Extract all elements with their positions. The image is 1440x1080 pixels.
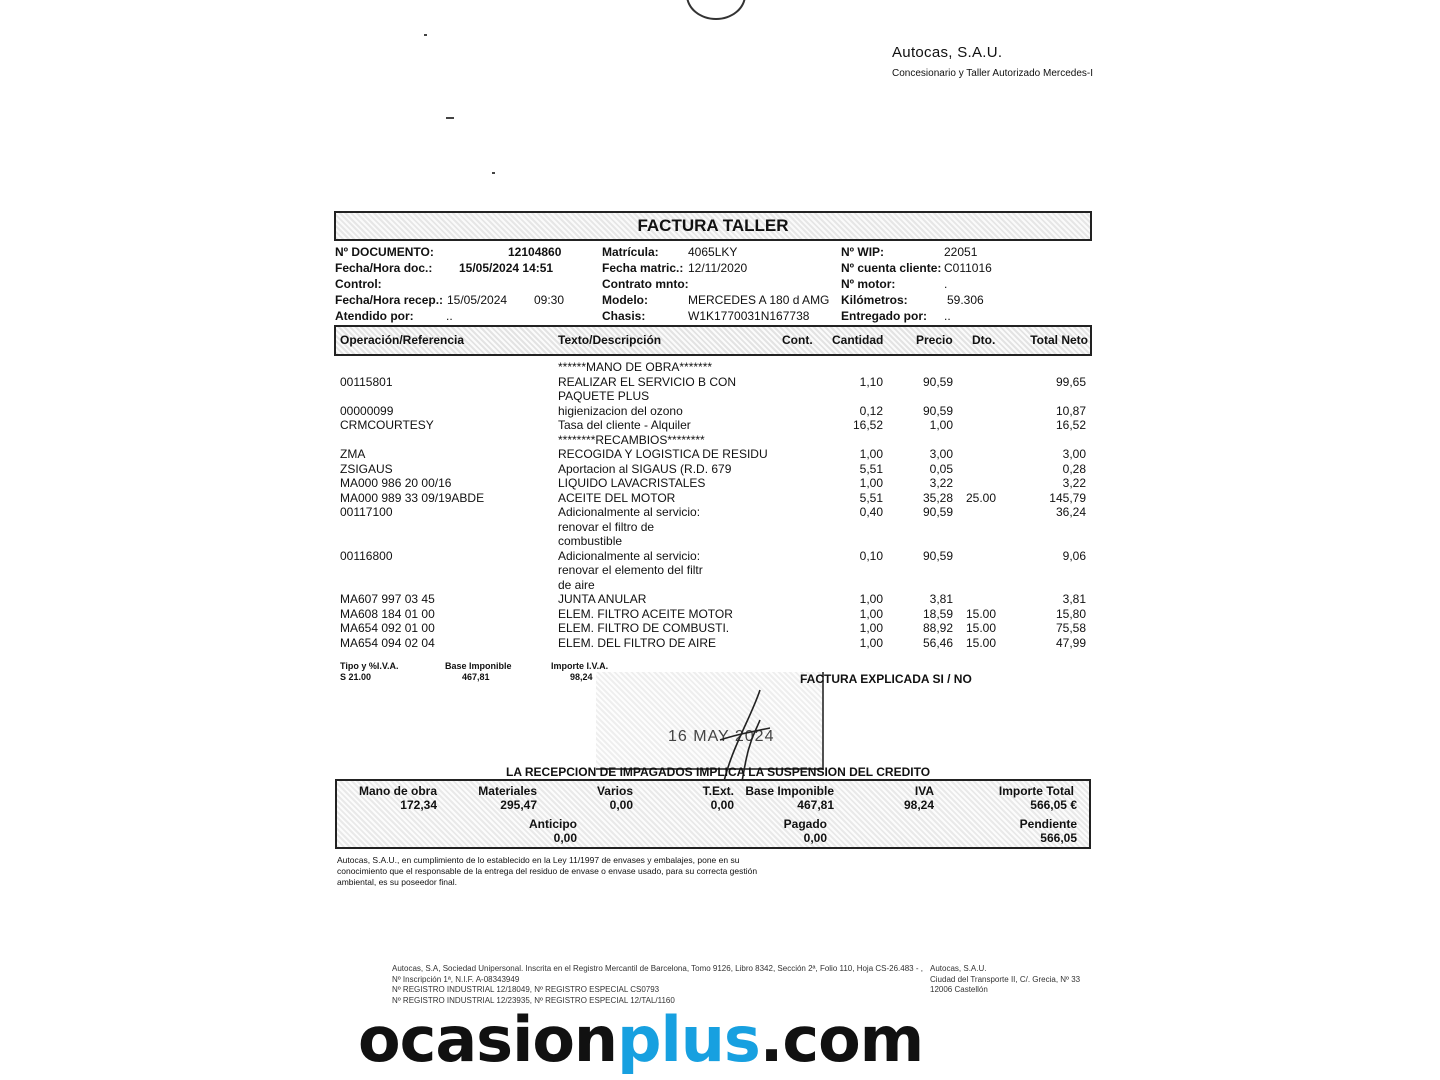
col-total: Total Neto bbox=[1030, 333, 1088, 347]
row-desc: Aportacion al SIGAUS (R.D. 679 bbox=[558, 461, 732, 476]
row-precio: 90,59 bbox=[922, 403, 953, 418]
matricula-value: 4065LKY bbox=[688, 245, 738, 259]
row-cantidad: 5,51 bbox=[859, 490, 883, 505]
row-ref: MA000 989 33 09/19ABDE bbox=[340, 490, 485, 505]
fecha-recep-time: 09:30 bbox=[534, 293, 565, 307]
row-total: 3,81 bbox=[1062, 592, 1086, 606]
row-precio: 0,05 bbox=[929, 461, 953, 476]
fecha-recep-date: 15/05/2024 bbox=[447, 293, 508, 307]
fecha-doc-label: Fecha/Hora doc.: bbox=[335, 261, 433, 275]
col-dto: Dto. bbox=[972, 333, 996, 347]
contrato-label: Contrato mnto: bbox=[602, 277, 689, 291]
credit-notice: LA RECEPCION DE IMPAGADOS IMPLICA LA SUSPENSION DEL CREDITO bbox=[506, 765, 931, 779]
mano-value: 172,34 bbox=[400, 798, 437, 812]
row-cantidad: 1,00 bbox=[859, 606, 883, 621]
row-ref: 00000099 bbox=[340, 403, 394, 418]
fecha-matric-label: Fecha matric.: bbox=[602, 261, 684, 275]
row-ref: ZSIGAUS bbox=[340, 461, 393, 476]
row-cantidad: 0,10 bbox=[859, 548, 883, 563]
watermark-part2: plus bbox=[617, 1003, 760, 1076]
row-desc: JUNTA ANULAR bbox=[558, 592, 647, 606]
pagado-label: Pagado bbox=[783, 817, 827, 831]
row-desc: Adicionalmente al servicio: renovar el elemento del filtr de aire bbox=[558, 548, 703, 592]
tax-tipo-label: Tipo y %I.V.A. bbox=[340, 661, 399, 671]
importe-total-label: Importe Total bbox=[998, 784, 1074, 798]
row-cantidad: 1,00 bbox=[859, 592, 883, 606]
row-desc: Adicionalmente al servicio: renovar el filtro de combustible bbox=[558, 505, 701, 548]
col-texto: Texto/Descripción bbox=[558, 333, 662, 347]
row-total: 145,79 bbox=[1049, 490, 1086, 505]
km-value: 59.306 bbox=[947, 293, 984, 307]
row-desc: Tasa del cliente - Alquiler bbox=[558, 418, 691, 432]
pendiente-label: Pendiente bbox=[1019, 817, 1077, 831]
fecha-doc-value: 15/05/2024 14:51 bbox=[459, 261, 554, 275]
iva-value: 98,24 bbox=[903, 798, 934, 812]
anticipo-label: Anticipo bbox=[529, 817, 577, 831]
control-label: Control: bbox=[335, 277, 382, 291]
row-ref: MA000 986 20 00/16 bbox=[340, 476, 452, 490]
row-total: 75,58 bbox=[1055, 621, 1086, 635]
company-name: Autocas, S.A.U. bbox=[892, 44, 1003, 61]
row-total: 15,80 bbox=[1055, 606, 1086, 621]
row-precio: 18,59 bbox=[922, 606, 953, 621]
tax-importe-label: Importe I.V.A. bbox=[551, 661, 609, 671]
scan-speck bbox=[492, 172, 495, 174]
row-ref: CRMCOURTESY bbox=[340, 418, 434, 432]
doc-label: Nº DOCUMENTO: bbox=[335, 245, 434, 259]
row-cantidad: 0,40 bbox=[859, 505, 883, 519]
row-precio: 3,00 bbox=[929, 447, 953, 461]
row-desc: ACEITE DEL MOTOR bbox=[558, 490, 676, 505]
row-precio: 90,59 bbox=[922, 374, 953, 389]
row-cantidad: 1,10 bbox=[859, 374, 883, 389]
row-ref: 00117100 bbox=[340, 505, 393, 519]
base-value: 467,81 bbox=[797, 798, 834, 812]
entregado-value: .. bbox=[944, 309, 951, 323]
watermark-part3: .com bbox=[759, 1003, 924, 1076]
row-precio: 56,46 bbox=[922, 635, 953, 650]
row-total: 3,00 bbox=[1062, 447, 1086, 461]
col-operacion: Operación/Referencia bbox=[340, 333, 465, 347]
invoice-title-bar bbox=[334, 211, 1092, 241]
row-desc: ********RECAMBIOS******** bbox=[558, 432, 705, 447]
row-dto: 15.00 bbox=[965, 635, 996, 650]
mercedes-logo-icon bbox=[686, 0, 746, 20]
anticipo-value: 0,00 bbox=[553, 831, 577, 845]
row-precio: 88,92 bbox=[922, 621, 953, 635]
row-total: 47,99 bbox=[1055, 635, 1086, 650]
row-desc: ELEM. FILTRO ACEITE MOTOR bbox=[558, 606, 733, 621]
ocasionplus-watermark bbox=[358, 1004, 923, 1076]
atendido-value: .. bbox=[446, 309, 453, 323]
row-precio: 90,59 bbox=[922, 505, 953, 519]
watermark-part1: ocasion bbox=[358, 1003, 618, 1076]
row-cantidad: 5,51 bbox=[859, 461, 883, 476]
row-total: 10,87 bbox=[1055, 403, 1086, 418]
pendiente-value: 566,05 bbox=[1040, 831, 1077, 845]
row-ref: MA608 184 01 00 bbox=[340, 606, 435, 621]
matricula-label: Matrícula: bbox=[602, 245, 659, 259]
company-subtitle: Concesionario y Taller Autorizado Mercedes-I bbox=[892, 68, 1094, 79]
row-desc: REALIZAR EL SERVICIO B CON PAQUETE PLUS bbox=[558, 374, 737, 403]
row-precio: 35,28 bbox=[922, 490, 953, 505]
iva-label: IVA bbox=[914, 784, 934, 798]
row-ref: ZMA bbox=[340, 447, 366, 461]
fecha-matric-value: 12/11/2020 bbox=[688, 261, 748, 275]
row-precio: 90,59 bbox=[922, 548, 953, 563]
modelo-value: MERCEDES A 180 d AMG bbox=[688, 293, 830, 307]
base-label: Base Imponible bbox=[745, 784, 834, 798]
row-ref: MA654 094 02 04 bbox=[340, 635, 435, 650]
col-cont: Cont. bbox=[782, 333, 813, 347]
pagado-value: 0,00 bbox=[803, 831, 827, 845]
row-total: 99,65 bbox=[1055, 374, 1086, 389]
footer-address: Autocas, S.A.U. Ciudad del Transporte II, C/. Grecia, Nº 33 12006 Castellón bbox=[930, 964, 1081, 994]
scan-speck bbox=[424, 34, 427, 36]
row-desc: LIQUIDO LAVACRISTALES bbox=[558, 476, 706, 490]
doc-value: 12104860 bbox=[508, 245, 562, 259]
row-ref: 00116800 bbox=[340, 548, 393, 563]
row-total: 3,22 bbox=[1062, 476, 1086, 490]
varios-label: Varios bbox=[596, 784, 633, 798]
row-desc: ELEM. FILTRO DE COMBUSTI. bbox=[558, 621, 730, 635]
text-value: 0,00 bbox=[710, 798, 734, 812]
row-desc: higienizacion del ozono bbox=[558, 403, 683, 418]
cuenta-value: C011016 bbox=[944, 261, 992, 275]
materiales-label: Materiales bbox=[478, 784, 537, 798]
motor-label: Nº motor: bbox=[841, 277, 896, 291]
modelo-label: Modelo: bbox=[602, 293, 648, 307]
wip-label: Nº WIP: bbox=[841, 245, 885, 259]
mano-label: Mano de obra bbox=[358, 784, 437, 798]
stamp-date: 16 MAY 2024 bbox=[668, 728, 775, 745]
row-cantidad: 16,52 bbox=[852, 418, 883, 432]
wip-value: 22051 bbox=[944, 245, 978, 259]
row-desc: RECOGIDA Y LOGISTICA DE RESIDU bbox=[558, 447, 768, 461]
row-dto: 15.00 bbox=[965, 621, 996, 635]
atendido-label: Atendido por: bbox=[335, 309, 414, 323]
text-label: T.Ext. bbox=[702, 784, 734, 798]
row-total: 9,06 bbox=[1062, 548, 1086, 563]
row-cantidad: 1,00 bbox=[859, 447, 883, 461]
chasis-label: Chasis: bbox=[602, 309, 646, 323]
row-precio: 3,81 bbox=[929, 592, 953, 606]
row-desc: ELEM. DEL FILTRO DE AIRE bbox=[558, 635, 717, 650]
row-precio: 1,00 bbox=[929, 418, 953, 432]
tax-base-label: Base Imponible bbox=[445, 661, 512, 671]
km-label: Kilómetros: bbox=[841, 293, 908, 307]
row-total: 0,28 bbox=[1062, 461, 1086, 476]
factura-explicada: FACTURA EXPLICADA SI / NO bbox=[800, 672, 972, 686]
col-cantidad: Cantidad bbox=[832, 333, 884, 347]
row-cantidad: 0,12 bbox=[859, 403, 883, 418]
tax-tipo-value: S 21.00 bbox=[340, 672, 372, 682]
row-cantidad: 1,00 bbox=[859, 476, 883, 490]
row-dto: 15.00 bbox=[965, 606, 996, 621]
tax-importe-value: 98,24 bbox=[570, 672, 593, 682]
invoice-title: FACTURA TALLER bbox=[637, 216, 789, 235]
row-ref: MA607 997 03 45 bbox=[340, 592, 435, 606]
row-desc: ******MANO DE OBRA******* bbox=[558, 360, 713, 374]
scan-speck bbox=[446, 117, 454, 119]
table-header bbox=[334, 325, 1092, 356]
tax-base-value: 467,81 bbox=[462, 672, 490, 682]
materiales-value: 295,47 bbox=[500, 798, 537, 812]
row-total: 36,24 bbox=[1055, 505, 1086, 519]
cuenta-label: Nº cuenta cliente: bbox=[841, 261, 942, 275]
chasis-value: W1K1770031N167738 bbox=[688, 309, 810, 323]
row-cantidad: 1,00 bbox=[859, 621, 883, 635]
fecha-recep-label: Fecha/Hora recep.: bbox=[335, 293, 444, 307]
row-dto: 25.00 bbox=[965, 490, 996, 505]
row-ref: 00115801 bbox=[340, 374, 393, 389]
motor-value: . bbox=[944, 277, 948, 291]
totals-box bbox=[335, 779, 1091, 849]
col-precio: Precio bbox=[916, 333, 953, 347]
row-ref: MA654 092 01 00 bbox=[340, 621, 435, 635]
legal-notice: Autocas, S.A.U., en cumplimiento de lo establecido en la Ley 11/1997 de envases y embalajes, pone en su conocimiento que el responsable de la entrega del residuo de envase o envase usado, para su correcta gestión ambiental, es su poseedor final. bbox=[337, 855, 758, 887]
row-cantidad: 1,00 bbox=[859, 635, 883, 650]
varios-value: 0,00 bbox=[609, 798, 633, 812]
footer-registry: Autocas, S.A, Sociedad Unipersonal. Inscrita en el Registro Mercantil de Barcelona, Tomo 9126, Libro 8342, Sección 2ª, Folio 110, Hoja CS-26.483 - , Nº Inscripción 1ª, N.I.F. A-08343949 Nº REGISTRO INDUSTRIAL 12/18049, Nº REGISTRO ESPECIAL CS0793 Nº REGISTRO INDUSTRIAL 12/23935, Nº REGISTRO ESPECIAL 12/TAL/1160 bbox=[392, 964, 923, 1005]
row-total: 16,52 bbox=[1055, 418, 1086, 432]
row-precio: 3,22 bbox=[929, 476, 953, 490]
entregado-label: Entregado por: bbox=[841, 309, 927, 323]
importe-total-value: 566,05 € bbox=[1030, 798, 1077, 812]
